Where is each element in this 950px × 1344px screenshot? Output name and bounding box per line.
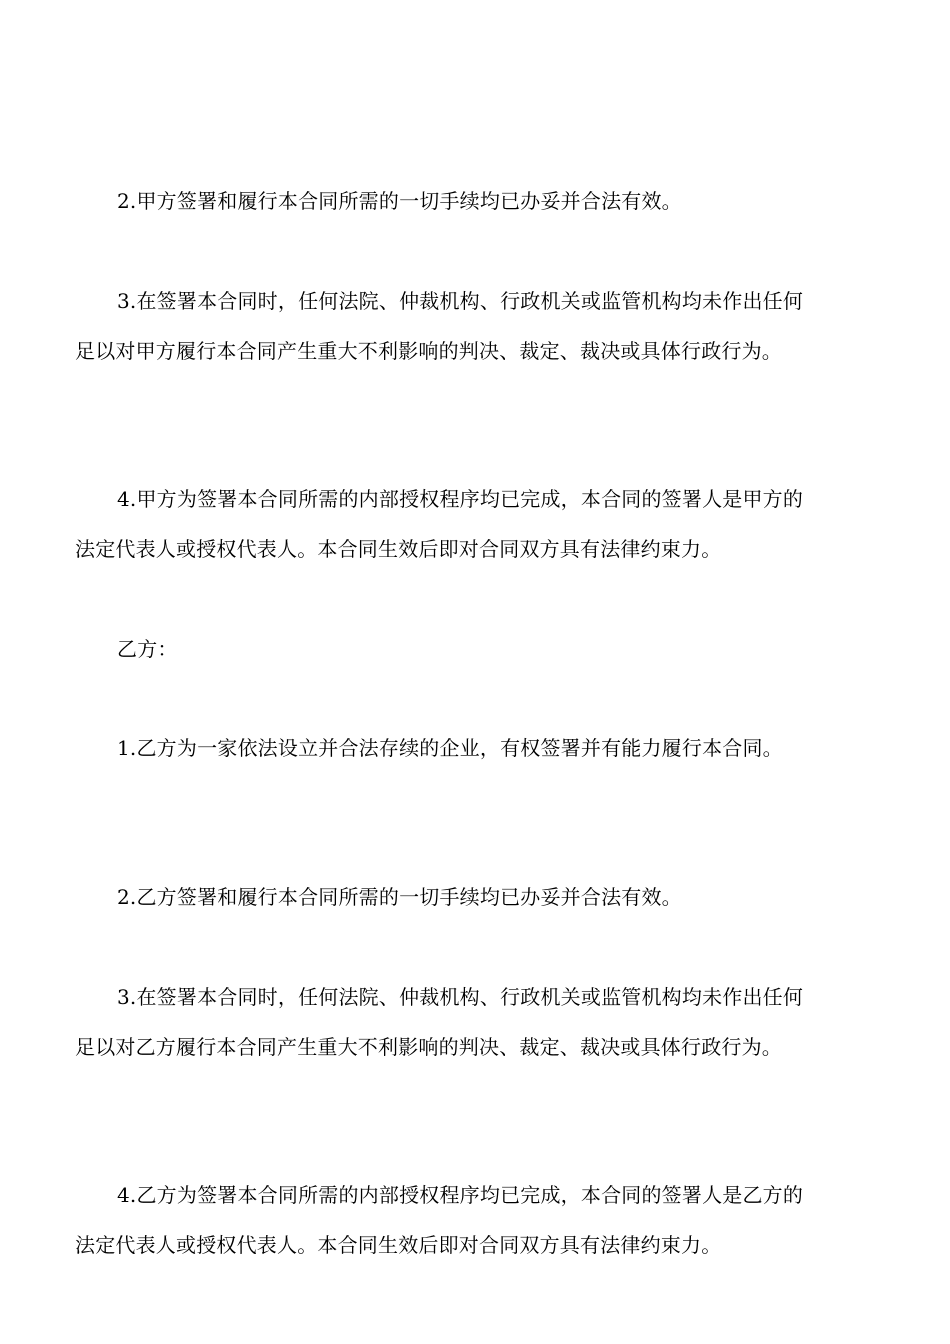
party-b-clause-2: 2.乙方签署和履行本合同所需的一切手续均已办妥并合法有效。: [117, 885, 682, 909]
party-a-clause-4-line-1: 4.甲方为签署本合同所需的内部授权程序均已完成，本合同的签署人是甲方的: [117, 487, 804, 511]
party-a-clause-3-line-2: 足以对甲方履行本合同产生重大不利影响的判决、裁定、裁决或具体行政行为。: [75, 339, 782, 363]
party-a-clause-4-line-2: 法定代表人或授权代表人。本合同生效后即对合同双方具有法律约束力。: [75, 537, 722, 561]
party-b-clause-1: 1.乙方为一家依法设立并合法存续的企业，有权签署并有能力履行本合同。: [117, 736, 783, 760]
party-b-heading: 乙方：: [117, 637, 178, 661]
party-a-clause-3-line-1: 3.在签署本合同时，任何法院、仲裁机构、行政机关或监管机构均未作出任何: [117, 289, 804, 313]
party-b-clause-4-line-2: 法定代表人或授权代表人。本合同生效后即对合同双方具有法律约束力。: [75, 1233, 722, 1257]
party-b-clause-4-line-1: 4.乙方为签署本合同所需的内部授权程序均已完成，本合同的签署人是乙方的: [117, 1183, 804, 1207]
party-b-clause-3-line-1: 3.在签署本合同时，任何法院、仲裁机构、行政机关或监管机构均未作出任何: [117, 985, 804, 1009]
party-a-clause-2: 2.甲方签署和履行本合同所需的一切手续均已办妥并合法有效。: [117, 189, 682, 213]
party-b-clause-3-line-2: 足以对乙方履行本合同产生重大不利影响的判决、裁定、裁决或具体行政行为。: [75, 1035, 782, 1059]
